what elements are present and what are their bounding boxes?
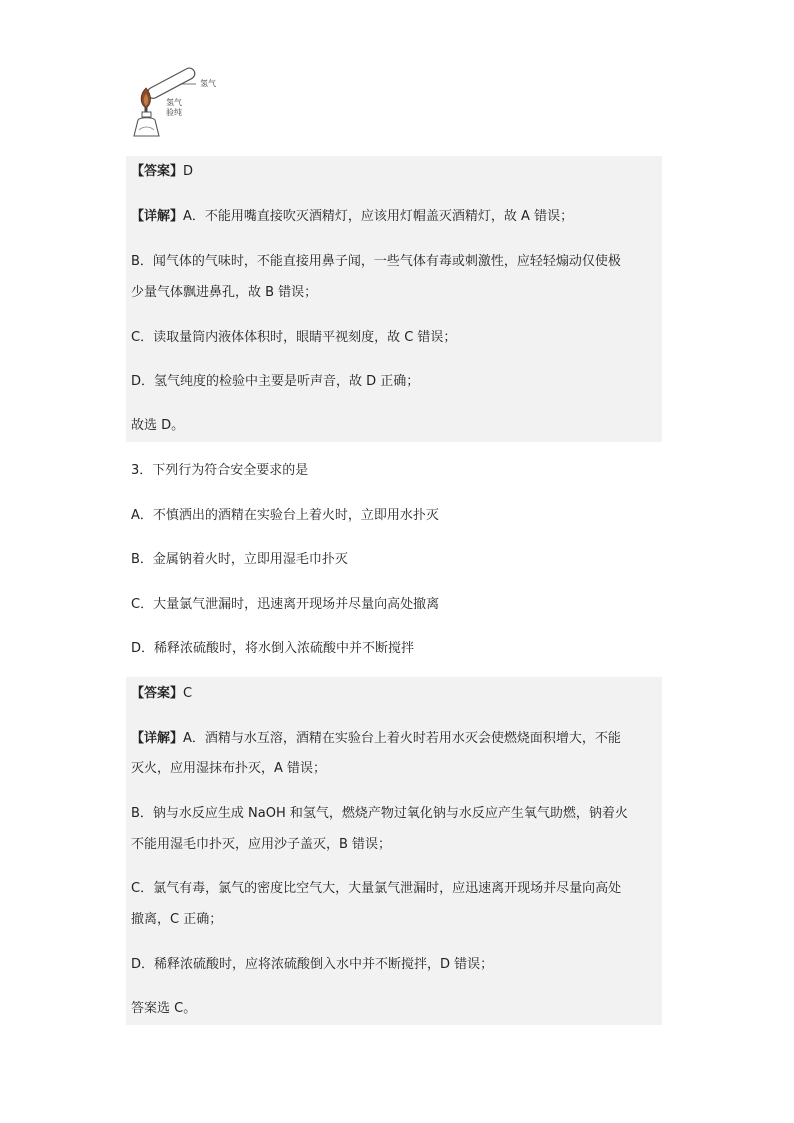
answer-label: 【答案】: [131, 164, 184, 179]
detail-2-line-2: 灭火，应用湿抹布扑灭，A 错误；: [131, 761, 327, 776]
detail-2-line-3: B．钠与水反应生成 NaOH 和氢气，燃烧产物过氧化钠与水反应产生氧气助燃，钠着火: [131, 806, 628, 821]
answer-value: D: [183, 164, 194, 179]
detail-text: A．不能用嘴直接吹灭酒精灯，应该用灯帽盖灭酒精灯，故 A 错误；: [183, 209, 574, 224]
detail-1-line-2: B．闻气体的气味时，不能直接用鼻子闻，一些气体有毒或刺激性，应轻轻煽动仅使极: [131, 254, 621, 269]
answer-2-line: [131, 685, 192, 703]
detail-text: A．酒精与水互溶，酒精在实验台上着火时若用水灭会使燃烧面积增大，不能: [183, 731, 621, 746]
detail-1-line-4: C．读取量筒内液体体积时，眼睛平视刻度，故 C 错误；: [131, 330, 457, 345]
detail-label: 【详解】: [131, 731, 184, 746]
detail-2-line-6: 撤离，C 正确；: [131, 912, 223, 927]
detail-1-line-1: [131, 208, 573, 226]
question-3-option-d: D．稀释浓硫酸时，将水倒入浓硫酸中并不断搅拌: [131, 641, 415, 656]
detail-2-line-8: 答案选 C。: [131, 1001, 197, 1016]
detail-2-line-1: [131, 730, 621, 748]
figure-label-hydrogen: 氢气: [166, 98, 182, 107]
detail-2-line-4: 不能用湿毛巾扑灭，应用沙子盖灭，B 错误；: [131, 837, 392, 852]
figure-label-purity-test: 验纯: [166, 108, 182, 117]
question-3-stem: 3．下列行为符合安全要求的是: [131, 463, 309, 478]
detail-label: 【详解】: [131, 209, 184, 224]
figure-label-hydrogen-tube: 氢气: [200, 79, 216, 88]
question-3-option-c: C．大量氯气泄漏时，迅速离开现场并尽量向高处撤离: [131, 597, 440, 612]
detail-1-line-3: 少量气体飘进鼻孔，故 B 错误；: [131, 285, 318, 300]
question-3-option-b: B．金属钠着火时，立即用湿毛巾扑灭: [131, 552, 348, 567]
hydrogen-purity-test-figure: [130, 62, 220, 142]
detail-2-line-7: D．稀释浓硫酸时，应将浓硫酸倒入水中并不断搅拌，D 错误；: [131, 957, 494, 972]
answer-1-line: [131, 163, 193, 181]
detail-1-line-6: 故选 D。: [131, 418, 185, 433]
detail-1-line-5: D．氢气纯度的检验中主要是听声音，故 D 正确；: [131, 374, 420, 389]
answer-value: C: [183, 686, 193, 701]
answer-label: 【答案】: [131, 686, 184, 701]
question-3-option-a: A．不慎洒出的酒精在实验台上着火时，立即用水扑灭: [131, 508, 439, 523]
detail-2-line-5: C．氯气有毒，氯气的密度比空气大，大量氯气泄漏时，应迅速离开现场并尽量向高处: [131, 881, 622, 896]
